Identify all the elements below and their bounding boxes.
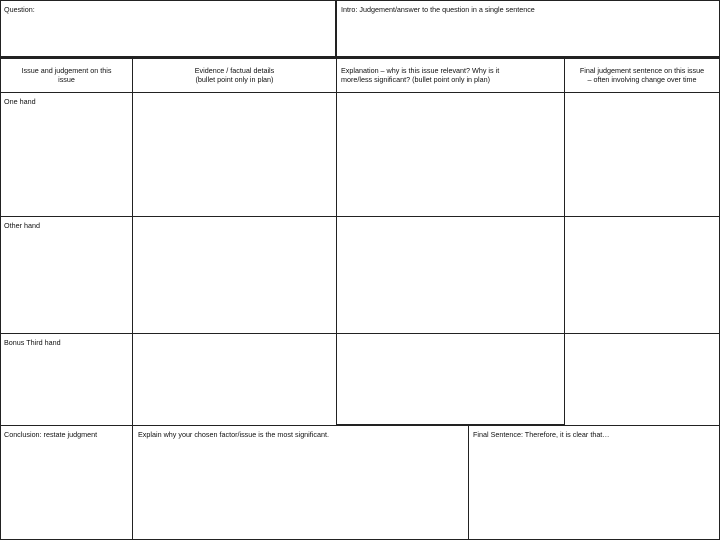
third-hand-explanation-cell[interactable]: [336, 333, 565, 426]
other-hand-issue-cell[interactable]: [0, 216, 133, 334]
header-explanation: Explanation – why is this issue relevant? Why is it more/less significant? (bullet point only in plan): [341, 66, 500, 84]
third-hand-evidence-cell[interactable]: [132, 333, 337, 426]
question-box[interactable]: [0, 0, 336, 58]
one-hand-explanation-cell[interactable]: [336, 92, 565, 217]
explain-cell[interactable]: [132, 425, 469, 540]
header-evidence: Evidence / factual details (bullet point only in plan): [194, 66, 275, 84]
intro-label: Intro: Judgement/answer to the question in a single sentence: [341, 5, 535, 14]
one-hand-final-cell[interactable]: [564, 92, 720, 217]
one-hand-label: One hand: [4, 97, 36, 106]
other-hand-final-cell[interactable]: [564, 216, 720, 334]
third-hand-final-cell[interactable]: [564, 333, 720, 426]
conclusion-label: Conclusion: restate judgment: [4, 430, 98, 439]
conclusion-cell[interactable]: [0, 425, 133, 540]
one-hand-evidence-cell[interactable]: [132, 92, 337, 217]
final-sentence-cell[interactable]: [468, 425, 720, 540]
header-final: Final judgement sentence on this issue – often involving change over time: [579, 66, 705, 84]
explain-label: Explain why your chosen factor/issue is the most significant.: [138, 430, 329, 439]
other-hand-evidence-cell[interactable]: [132, 216, 337, 334]
header-issue: Issue and judgement on this issue: [21, 66, 112, 84]
one-hand-issue-cell[interactable]: [0, 92, 133, 217]
other-hand-explanation-cell[interactable]: [336, 216, 565, 334]
final-sentence-label: Final Sentence: Therefore, it is clear that…: [473, 430, 610, 439]
third-hand-label: Bonus Third hand: [4, 338, 61, 347]
question-label: Question:: [4, 5, 35, 14]
other-hand-label: Other hand: [4, 221, 40, 230]
